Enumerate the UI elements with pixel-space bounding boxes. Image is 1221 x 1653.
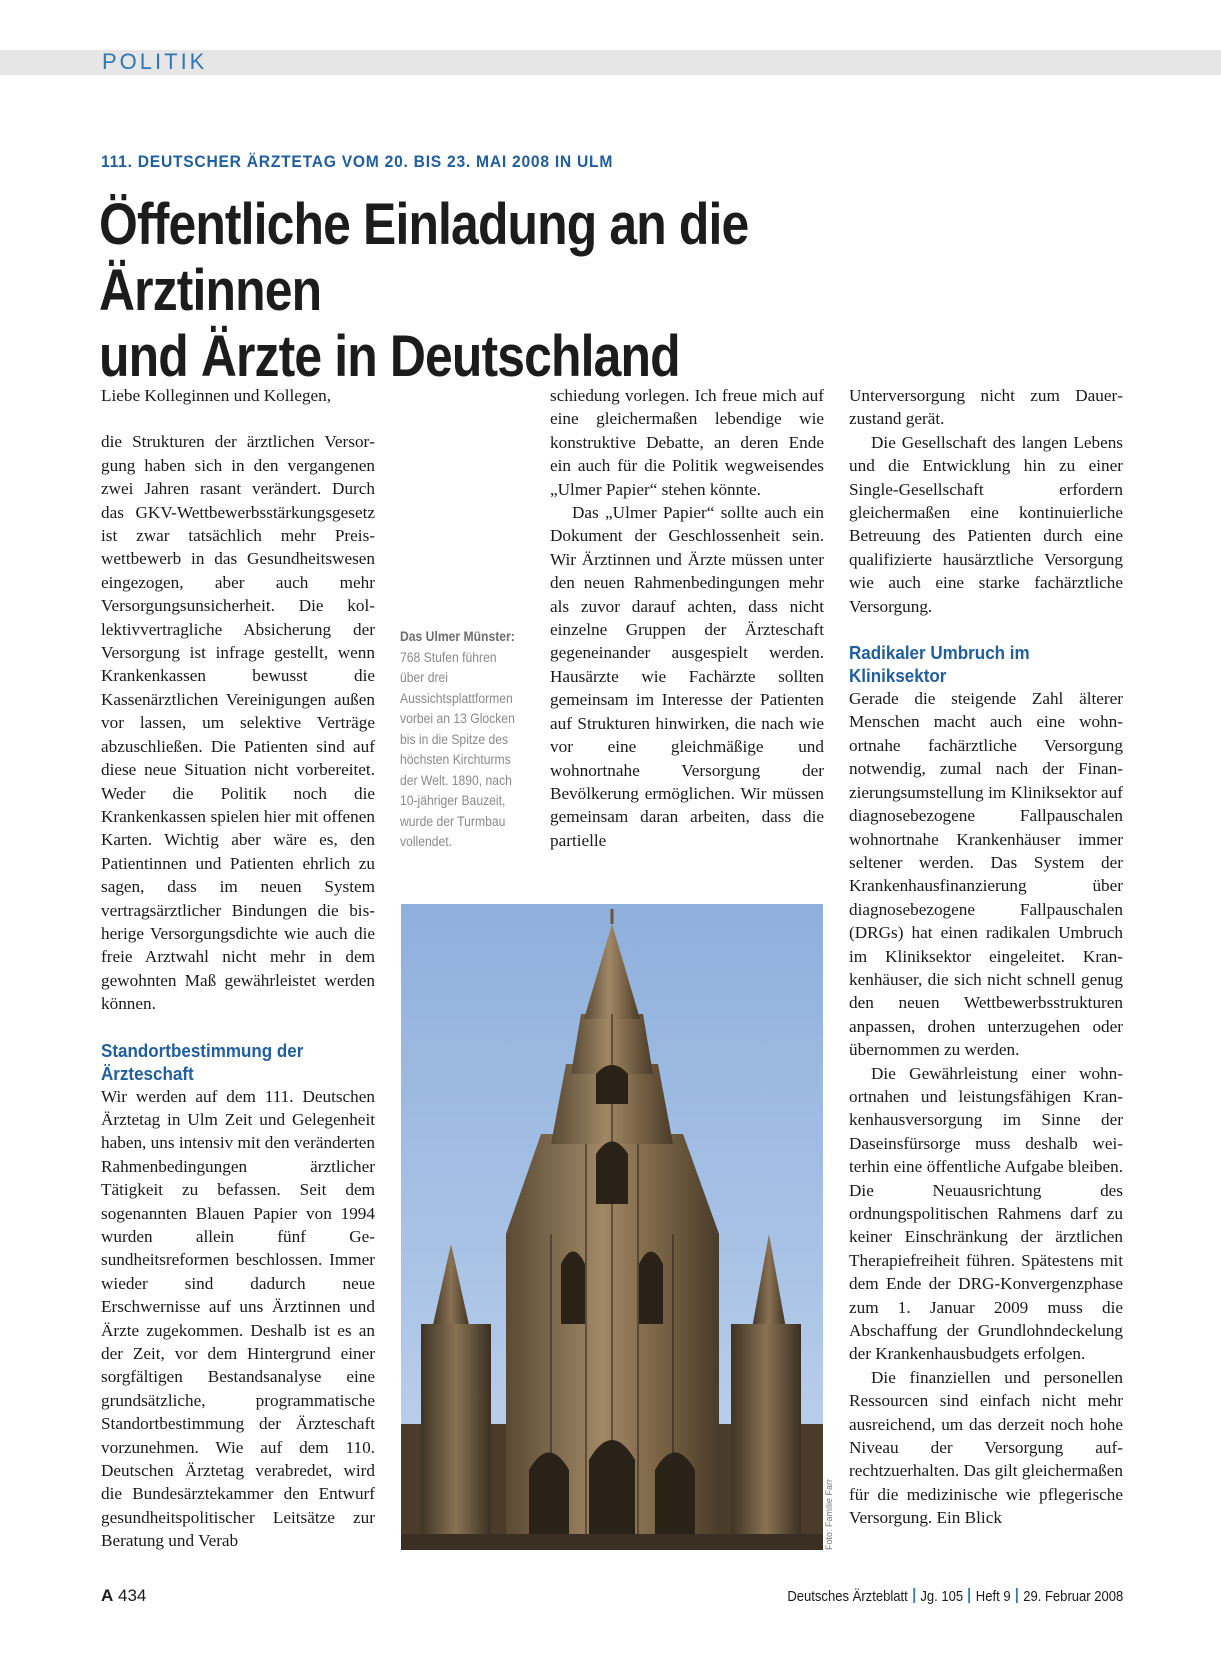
photo-caption xyxy=(400,627,517,853)
paragraph: schiedung vorlegen. Ich freue mich auf eine gleichermaßen lebendige wie konstruktive Debatte, an deren Ende ein auch für die Politik wegweisendes „Ulmer Papier“ stehen könnte. xyxy=(550,386,824,499)
separator xyxy=(913,1588,915,1603)
page-prefix: A xyxy=(101,1586,114,1605)
ulm-minster-illustration xyxy=(401,904,823,1550)
cathedral-photo xyxy=(401,904,823,1550)
journal-issue: Heft 9 xyxy=(975,1589,1011,1605)
footer-citation xyxy=(787,1588,1123,1605)
paragraph: Gerade die steigende Zahl älterer Menschen macht auch eine wohnortnahe fachärztliche Versorgung notwendig, zumal nach der Finanzierungsumstellung im Kliniksektor auf diagnosebezogene Fallpauschalen wohnortnahe Krankenhäuser immer seltener werden. Das System der Krankenhausfinanzierung über diagnosebezogene Fallpauschalen (DRGs) hat einen radikalen Umbruch im Kliniksektor eingeleitet. Krankenhäuser, die sich nicht schnell genug den neuen Wettbewerbsstrukturen anpassen, drohen unterzugehen oder übernommen zu werden. xyxy=(849,689,1123,1060)
article-column-2 xyxy=(550,384,824,852)
greeting: Liebe Kolleginnen und Kollegen, xyxy=(101,386,332,405)
caption-lead: Das Ulmer Münster: xyxy=(400,629,515,644)
caption-text: 768 Stufen führen über drei Aussichtsplattformen vorbei an 13 Glocken bis in die Spitze des höchsten Kirchturms der Welt. 1890, nach 10-jähriger Bauzeit, wurde der Turmbau vollendet. xyxy=(400,649,515,849)
paragraph: Unterversorgung nicht zum Dauerzustand gerät. xyxy=(849,386,1123,429)
subheading: Radikaler Umbruch im Kliniksektor xyxy=(849,642,1030,687)
journal-date: 29. Februar 2008 xyxy=(1022,1589,1123,1605)
separator xyxy=(1016,1588,1018,1603)
paragraph: Das „Ulmer Papier“ sollte auch ein Dokument der Geschlossenheit sein. Wir Ärztinnen und Ärzte müssen unter den neuen Rahmenbedingungen mehr als zuvor darauf achten, dass nicht einzelne Gruppen der Ärzteschaft gegeneinander ausgespielt werden. Hausärzte wie Fachärzte sollten gemeinsam im Interesse der Patienten auf Strukturen hinwirken, die nach wie vor eine gleichmäßige und wohnortnahe Versorgung der Bevölkerung ermöglichen. Wir müssen gemeinsam daran arbeiten, dass die partielle xyxy=(550,503,824,850)
article-column-3 xyxy=(849,384,1123,1530)
photo-credit: Foto: Familie Farr xyxy=(824,1478,834,1550)
section-label: POLITIK xyxy=(102,49,208,74)
page-title xyxy=(99,192,959,390)
page-number-value: 434 xyxy=(118,1586,147,1605)
title-line-1: Öffentliche Einladung an die Ärztinnen xyxy=(99,192,749,323)
page-number xyxy=(101,1586,146,1606)
title-line-2: und Ärzte in Deutschland xyxy=(99,324,680,389)
separator xyxy=(968,1588,970,1603)
article-column-1 xyxy=(101,384,375,1553)
paragraph: Die Gesellschaft des langen Lebens und die Entwicklung hin zu einer Single-Gesellschaft erfordern gleichermaßen eine kontinuierliche Betreuung des Patienten durch eine qualifizierte hausärztliche Versorgung wie auch eine starke fachärztliche Versorgung. xyxy=(849,432,1123,616)
paragraph: Die Gewährleistung einer wohnortnahen und leistungsfähigen Krankenhausversorgung im Sinne der Daseinsfürsorge muss deshalb weiterhin eine öffentliche Aufgabe bleiben. Die Neuausrichtung des ordnungspolitischen Rahmens darf zu keiner Einschränkung der ärztlichen Therapiefreiheit führen. Spätestens mit dem Ende der DRG-Konvergenzphase zum 1. Januar 2009 muss die Abschaffung der Grundlohndeckelung der Krankenhausbudgets erfolgen. xyxy=(849,1063,1123,1364)
paragraph: die Strukturen der ärztlichen Versorgung haben sich in den vergangenen zwei Jahren rasant verändert. Durch das GKV-Wettbewerbsstärkungsgesetz ist zwar tatsächlich mehr Preiswettbewerb in das Gesundheitswesen eingezogen, aber auch mehr Versorgungsunsicherheit. Die kollektivvertragliche Absicherung der Versorgung ist infrage gestellt, wenn Krankenkassen bewusst die Kassenärztlichen Vereinigungen außen vor lassen, um selektive Verträge abzuschließen. Die Patienten sind auf diese neue Situation nicht vorbereitet. Weder die Politik noch die Krankenkassen spielen hier mit offenen Karten. Wichtig aber wäre es, den Patientinnen und Patienten ehrlich zu sagen, dass im neuen System vertragsärztlicher Bindungen die bisherige Versorgungsdichte wie auch die freie Arztwahl nicht mehr in dem gewohnten Maß gewährleistet werden können. xyxy=(101,432,375,1014)
journal-name: Deutsches Ärzteblatt xyxy=(787,1589,908,1605)
paragraph: Die finanziellen und personellen Ressourcen sind einfach nicht mehr ausreichend, um das derzeit noch hohe Niveau der Versorgung aufrechtzuerhalten. Das gilt gleichermaßen für die medizinische wie pflegerische Versorgung. Ein Blick xyxy=(849,1367,1123,1528)
subheading: Standortbestimmung der Ärzteschaft xyxy=(101,1039,304,1084)
kicker: 111. DEUTSCHER ÄRZTETAG VOM 20. BIS 23. MAI 2008 IN ULM xyxy=(101,152,614,171)
journal-volume: Jg. 105 xyxy=(920,1589,963,1605)
paragraph: Wir werden auf dem 111. Deutschen Ärztetag in Ulm Zeit und Gelegenheit haben, uns intensiv mit den veränderten Rahmenbedingungen ärztlicher Tätigkeit zu befassen. Seit dem sogenannten Blauen Papier von 1994 wurden allein fünf Gesundheitsreformen beschlossen. Immer wieder sind dadurch neue Erschwernisse auf uns Ärztinnen und Ärzte zugekommen. Deshalb ist es an der Zeit, vor dem Hintergrund einer sorgfältigen Bestandsanalyse eine grundsätzliche, programmatische Standortbestimmung der Ärzteschaft vorzunehmen. Wie auf dem 110. Deutschen Ärztetag verabredet, wird die Bundesärztekammer den Entwurf gesundheitspolitischer Leitsätze zur Beratung und Verab xyxy=(101,1086,375,1551)
